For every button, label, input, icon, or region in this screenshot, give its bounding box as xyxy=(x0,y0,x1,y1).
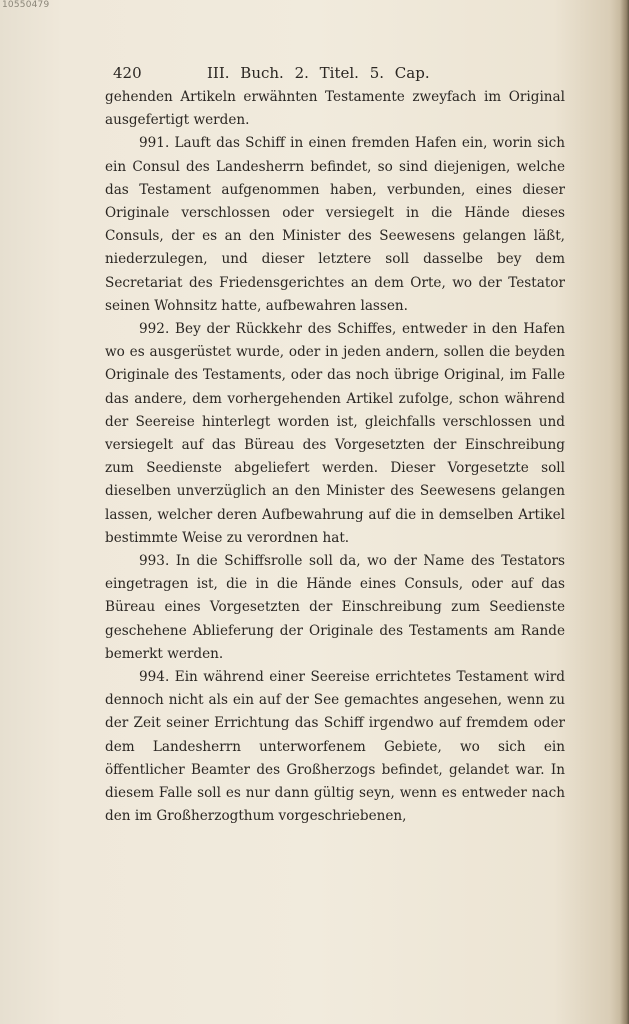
paragraph-article-992: 992. Bey der Rückkehr des Schiffes, entweder in den Hafen wo es ausgerüstet wurde, oder in jeden andern, sollen die beyden Originale des Testaments, oder das noch übrige Original, im Falle das andere, dem vorhergehenden Artikel zufolge, schon während der Seereise hinterlegt worden ist, gleichfalls verschlossen und versiegelt auf das Büreau des Vorgesetzten der Einschreibung zum Seedienste abgeliefert werden. Dieser Vorgesetzte soll dieselben unverzüglich an den Minister des Seewesens gelangen lassen, welcher deren Aufbewahrung auf die in demselben Artikel bestimmte Weise zu verordnen hat. xyxy=(105,321,565,546)
running-head: III. Buch. 2. Titel. 5. Cap. xyxy=(207,64,430,82)
scan-id-label: 10550479 xyxy=(2,0,50,10)
paragraph-article-991: 991. Lauft das Schiff in einen fremden Hafen ein, worin sich ein Consul des Landesherrn befindet, so sind diejenigen, welche das Testament aufgenommen haben, verbunden, eines dieser Originale verschlossen oder versiegelt in die Hände dieses Consuls, der es an den Minister des Seewesens gelangen läßt, niederzulegen, und dieser letztere soll dasselbe bey dem Secretariat des Friedensgerichtes an dem Orte, wo der Testator seinen Wohnsitz hatte, aufbewahren lassen. xyxy=(105,135,565,314)
page-number: 420 xyxy=(113,64,142,82)
page-edge-shadow xyxy=(620,0,629,1024)
paragraph-article-993: 993. In die Schiffsrolle soll da, wo der Name des Testators eingetragen ist, die in die Hände eines Consuls, oder auf das Büreau eines Vorgesetzten der Einschreibung zum Seedienste geschehene Ablieferung der Originale des Testaments am Rande bemerkt werden. xyxy=(105,553,565,662)
page-header xyxy=(105,58,565,86)
paragraph-continuation: gehenden Artikeln erwähnten Testamente zweyfach im Original ausgefertigt werden. xyxy=(105,89,565,129)
body-text xyxy=(105,86,565,829)
book-page xyxy=(105,58,565,829)
paragraph-article-994: 994. Ein während einer Seereise errichtetes Testament wird dennoch nicht als ein auf der See gemachtes angesehen, wenn zu der Zeit seiner Errichtung das Schiff irgendwo auf fremdem oder dem Landesherrn unterworfenem Gebiete, wo sich ein öffentlicher Beamter des Großherzogs befindet, gelandet war. In diesem Falle soll es nur dann gültig seyn, wenn es entweder nach den im Großherzogthum vorgeschriebenen, xyxy=(105,669,565,825)
